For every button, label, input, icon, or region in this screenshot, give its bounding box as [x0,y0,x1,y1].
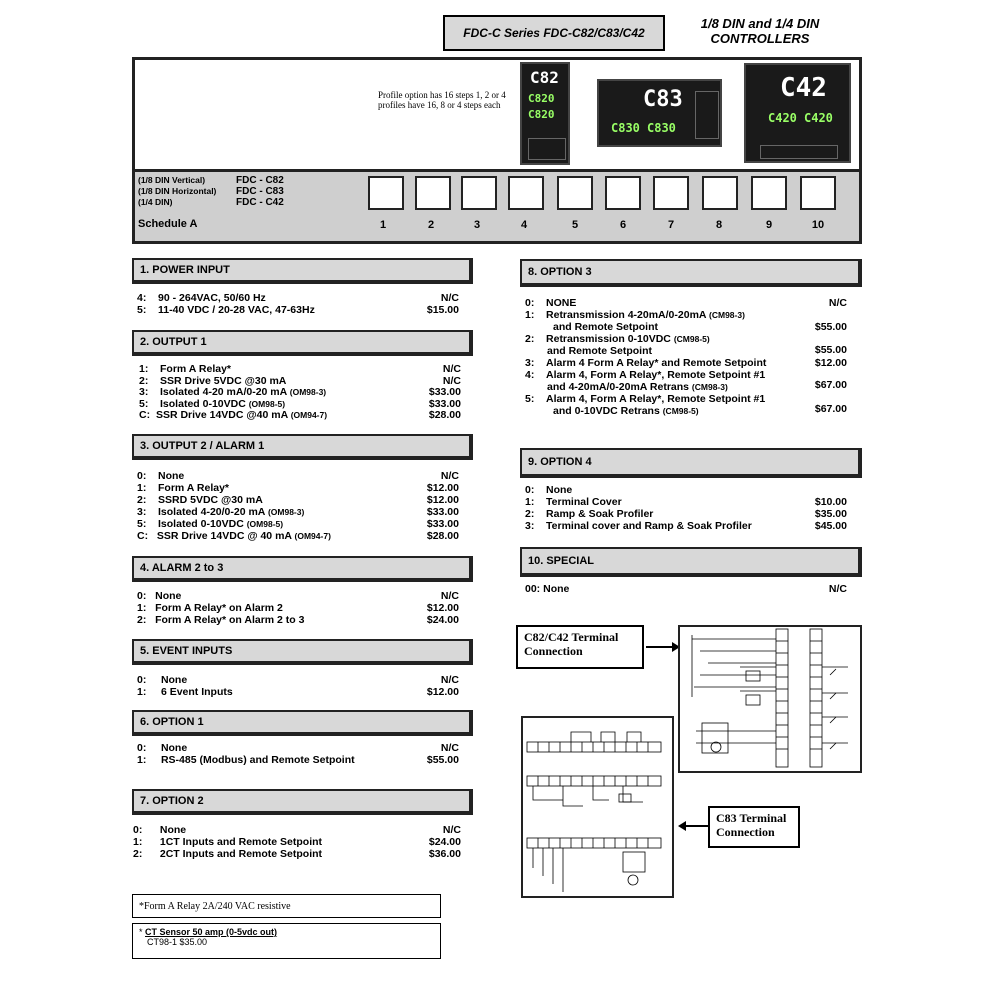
option-desc: None [543,583,570,595]
ct-sensor-title: CT Sensor 50 amp (0-5vdc out) [145,927,278,937]
c83-terminal-diagram [521,716,674,898]
option-desc: SSR Drive 5VDC @30 mA [160,375,287,387]
schedule-field-8[interactable] [702,176,738,210]
option-price: $28.00 [428,409,461,421]
section-title: 7. OPTION 2 [140,795,204,807]
option-desc: None [155,590,182,602]
option-desc: Isolated 4-20/0-20 mA [158,506,266,518]
model-code: FDC - C83 [236,186,284,197]
position-number: 4 [520,219,528,231]
model-list [138,175,298,208]
option-part: (OM94-7) [290,410,328,420]
position-number: 1 [379,219,387,231]
option-part: (OM94-7) [294,531,331,541]
schedule-field-3[interactable] [461,176,497,210]
option-price: N/C [440,470,459,482]
schedule-field-2[interactable] [415,176,451,210]
option-price: $33.00 [426,506,459,518]
option-desc: Alarm 4, Form A Relay*, Remote Setpoint #1 [546,369,766,381]
series-title: FDC-C Series FDC-C82/C83/C42 [463,26,645,40]
c82-keypad [528,138,566,160]
section-header-power [132,258,473,284]
option-desc: Form A Relay* [160,363,232,375]
option-code: 3: [137,506,147,518]
c82-c42-terminal-diagram [678,625,862,773]
option-price: $55.00 [814,344,847,356]
section-title: 3. OUTPUT 2 / ALARM 1 [140,440,265,452]
option-row [525,369,847,393]
section-header-event [132,639,473,665]
position-number: 6 [619,219,627,231]
option-desc: 2CT Inputs and Remote Setpoint [159,848,323,860]
option-desc: Retransmission 4-20mA/0-20mA [546,309,707,321]
c42-display-out: C420 [804,111,833,125]
c83-display-sv: C830 [611,121,640,135]
model-label: (1/4 DIN) [138,197,173,207]
option-price: $28.00 [426,530,459,542]
option-code: 5: [137,304,147,316]
option-part: (CM98-5) [673,334,710,344]
callout-line1: C83 Terminal [716,811,787,825]
option-desc: 1CT Inputs and Remote Setpoint [159,836,323,848]
option-price: N/C [828,297,847,309]
option-desc: Terminal cover and Ramp & Soak Profiler [546,520,752,532]
option-desc-cont: and Remote Setpoint [547,345,653,357]
option-price: $36.00 [428,848,461,860]
option-part: (CM98-3) [709,310,745,320]
option-desc: Form A Relay* [158,482,230,494]
callout-line2: Connection [524,644,583,658]
c83-controller-image [597,79,722,147]
option-code: 2: [137,494,147,506]
option-price: $12.00 [814,357,847,369]
option-price: N/C [442,824,461,836]
c83-display-out: C830 [647,121,676,135]
c82-display-pv: C82 [530,68,559,87]
option-code: 1: [137,602,147,614]
schedule-field-4[interactable] [508,176,544,210]
c42-keypad [760,145,838,159]
option-desc: None [160,742,188,754]
c42-display-pv: C42 [780,73,827,103]
schedule-field-7[interactable] [653,176,689,210]
section-title: 10. SPECIAL [528,555,595,567]
section-header-option3 [520,259,862,287]
option-desc-cont: and 4-20mA/0-20mA Retrans [547,381,689,393]
option-code: 0: [137,470,147,482]
section-title: 1. POWER INPUT [140,264,230,276]
c83-terminal-callout [708,806,800,848]
option-desc: SSRD 5VDC @30 mA [158,494,263,506]
arrow-left-icon [678,819,708,833]
relay-note-box [132,894,441,918]
option-part: (OM98-5) [246,519,284,529]
option-row [525,393,847,417]
option-code: 1: [525,309,535,321]
model-row [138,197,298,208]
position-number: 8 [715,219,723,231]
option-desc: Ramp & Soak Profiler [546,508,654,520]
section-header-output1 [132,330,473,356]
option-desc: Form A Relay* on Alarm 2 to 3 [155,614,305,626]
c82-display-out: C820 [528,108,555,121]
din-title-line2: CONTROLLERS [710,31,810,46]
option-code: 2: [525,508,535,520]
model-row [138,175,298,186]
schedule-field-10[interactable] [800,176,836,210]
section-title: 6. OPTION 1 [140,716,204,728]
option-price: $10.00 [814,496,847,508]
option-price: $67.00 [814,379,847,391]
position-number: 7 [667,219,675,231]
c42-controller-image [744,63,851,163]
din-title-line1: 1/8 DIN and 1/4 DIN [700,16,820,31]
din-title [680,16,840,46]
option-desc: SSR Drive 14VDC @40 mA [155,409,288,421]
ct-sensor-item: CT98-1 $35.00 [147,937,208,947]
option-code: 3: [139,386,149,398]
option-code: 0: [137,742,147,754]
option-code: 0: [137,590,147,602]
position-number: 10 [811,219,825,231]
option-desc: None [158,470,185,482]
option-price: $35.00 [814,508,847,520]
c83-display-pv: C83 [643,87,683,112]
option-code: 0: [525,297,535,309]
option-desc: Alarm 4, Form A Relay*, Remote Setpoint #1 [546,393,766,405]
option-code: 1: [137,482,147,494]
position-number: 9 [765,219,773,231]
option-price: N/C [440,742,459,754]
model-code: FDC - C82 [236,175,284,186]
schedule-field-5[interactable] [557,176,593,210]
option-price: $12.00 [426,602,459,614]
option-price: N/C [440,292,459,304]
c82-controller-image [520,62,570,165]
section-title: 5. EVENT INPUTS [140,645,233,657]
option-price: N/C [440,590,459,602]
schedule-field-9[interactable] [751,176,787,210]
option-code: 0: [137,674,147,686]
option-price: N/C [440,674,459,686]
option-code: 0: [525,484,535,496]
section-title: 9. OPTION 4 [528,456,592,468]
option-code: 5: [139,398,149,410]
option-code: C: [139,409,151,421]
option-code: 1: [137,754,147,766]
option-code: 5: [137,518,147,530]
option-price: $33.00 [428,386,461,398]
option-code: 0: [133,824,143,836]
option-code: 4: [137,292,147,304]
relay-note: *Form A Relay 2A/240 VAC resistive [139,901,291,912]
option-code: 1: [139,363,149,375]
option-desc: None [160,674,188,686]
section-header-option2 [132,789,473,815]
option-code: 2: [139,375,149,387]
section-header-special [520,547,862,577]
option-desc: Alarm 4 Form A Relay* and Remote Setpoint [546,357,767,369]
option-desc: None [546,484,573,496]
option-code: 3: [525,520,535,532]
profile-note: Profile option has 16 steps 1, 2 or 4 profiles have 16, 8 or 4 steps each [378,90,506,110]
option-desc: Form A Relay* on Alarm 2 [155,602,283,614]
option-price: N/C [442,363,461,375]
option-price: $12.00 [426,482,459,494]
option-desc: Isolated 0-10VDC [158,518,244,530]
option-code: 2: [133,848,143,860]
option-part: (OM98-3) [289,387,327,397]
option-price: $12.00 [426,494,459,506]
c83-keypad [695,91,719,139]
option-part: (OM98-5) [248,399,286,409]
option-price: $45.00 [814,520,847,532]
option-code: C: [137,530,149,542]
option-desc: NONE [546,297,577,309]
model-code: FDC - C42 [236,197,284,208]
option-price: $24.00 [428,836,461,848]
option-row [525,309,847,333]
option-code: 2: [137,614,147,626]
option-price: $24.00 [426,614,459,626]
option-desc: Terminal Cover [546,496,622,508]
model-row [138,186,298,197]
c42-display-sv: C420 [768,111,797,125]
position-number: 3 [473,219,481,231]
option-price: $55.00 [426,754,459,766]
option-price: N/C [828,583,847,595]
option-part: (OM98-3) [267,507,305,517]
section-title: 2. OUTPUT 1 [140,336,207,348]
option-desc: SSR Drive 14VDC @ 40 mA [156,530,292,542]
option-desc: None [159,824,187,836]
c82-c42-terminal-callout [516,625,644,669]
option-price: $33.00 [428,398,461,410]
option-part: (CM98-5) [662,406,699,416]
option-desc-cont: and 0-10VDC Retrans [553,405,660,417]
option-desc: RS-485 (Modbus) and Remote Setpoint [160,754,355,766]
ct-sensor-box: * CT Sensor 50 amp (0-5vdc out) CT98-1 $35.00 [132,923,441,959]
option-price: $55.00 [814,321,847,333]
section-header-output2 [132,434,473,460]
option-code: 1: [133,836,143,848]
option-code: 2: [525,333,535,345]
option-price: $12.00 [426,686,459,698]
option-desc: Retransmission 0-10VDC [546,333,671,345]
series-title-box [443,15,665,51]
option-price: $67.00 [814,403,847,415]
c82-display-sv: C820 [528,92,555,105]
schedule-field-1[interactable] [368,176,404,210]
section-header-option4 [520,448,862,478]
callout-line1: C82/C42 Terminal [524,630,619,644]
option-price: $15.00 [426,304,459,316]
option-code: 00: [525,583,541,595]
option-code: 5: [525,393,535,405]
option-desc-cont: and Remote Setpoint [553,321,659,333]
section-title: 4. ALARM 2 to 3 [140,562,224,574]
arrow-right-icon [646,640,680,654]
option-code: 1: [137,686,147,698]
option-code: 1: [525,496,535,508]
callout-line2: Connection [716,825,775,839]
section-header-option1 [132,710,473,736]
option-desc: 6 Event Inputs [160,686,233,698]
model-label: (1/8 DIN Horizontal) [138,186,217,196]
option-desc: 11-40 VDC / 20-28 VAC, 47-63Hz [158,304,315,316]
position-number: 2 [427,219,435,231]
schedule-field-6[interactable] [605,176,641,210]
option-part: (CM98-3) [691,382,728,392]
position-number: 5 [571,219,579,231]
option-price: $33.00 [426,518,459,530]
section-title: 8. OPTION 3 [528,266,592,278]
option-desc: 90 - 264VAC, 50/60 Hz [158,292,266,304]
option-desc: Isolated 4-20 mA/0-20 mA [160,386,287,398]
model-label: (1/8 DIN Vertical) [138,175,206,185]
option-desc: Isolated 0-10VDC [160,398,246,410]
schedule-label: Schedule A [138,218,198,230]
option-code: 4: [525,369,535,381]
option-code: 3: [525,357,535,369]
section-header-alarm23 [132,556,473,582]
option-row [525,333,847,357]
option-price: N/C [442,375,461,387]
